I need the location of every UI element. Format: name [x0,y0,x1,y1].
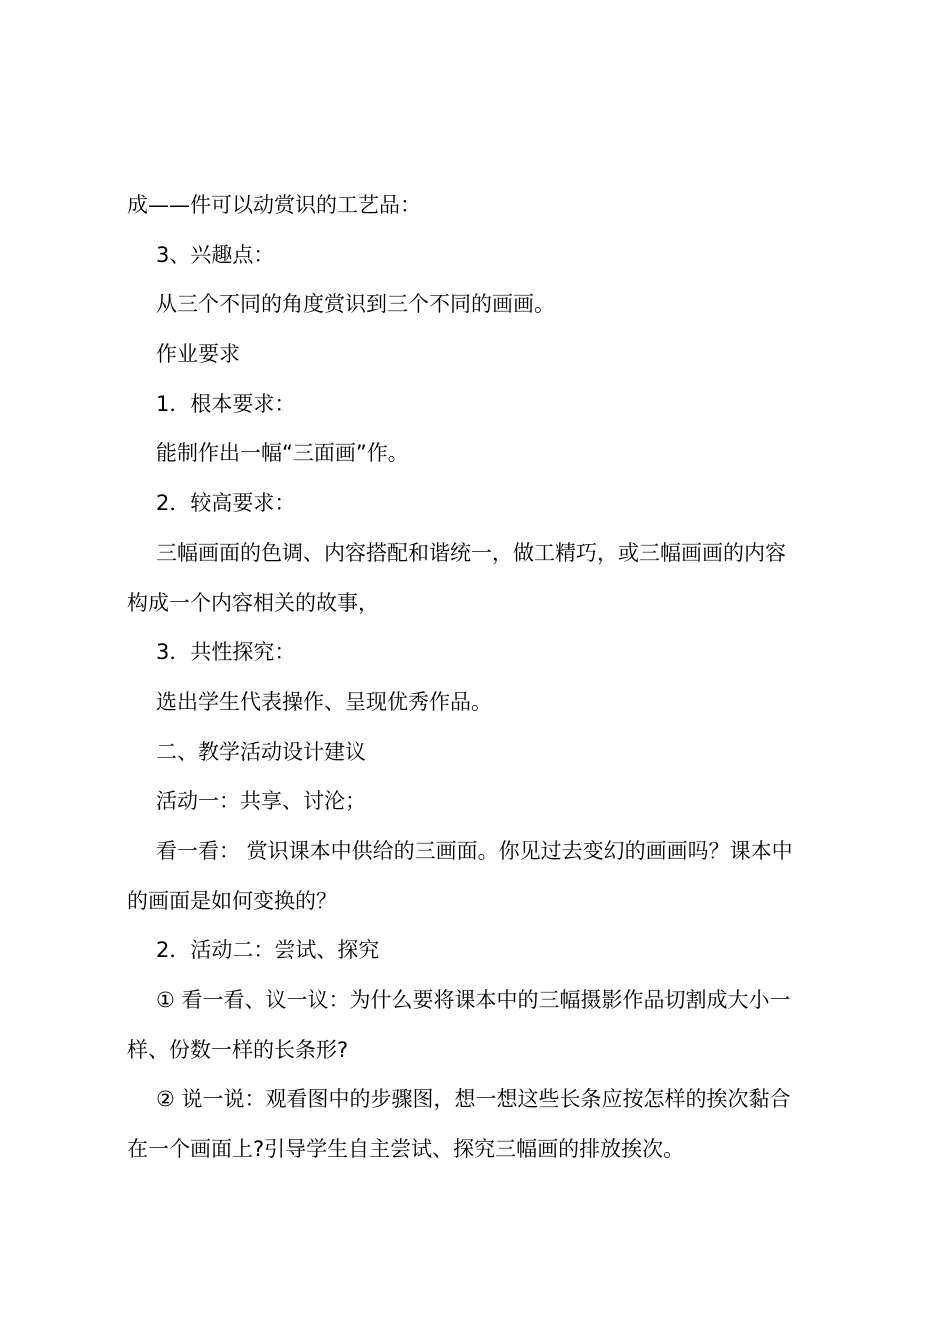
text-line-8: 三幅画面的色调、内容搭配和谐统一，做工精巧，或三幅画画的内容 [156,540,786,565]
section-heading-inquiry: 3．共性探究： [156,640,296,665]
text-line-3: 从三个不同的角度赏识到三个不同的画画。 [156,292,555,317]
section-heading-interest: 3、兴趣点： [156,242,275,267]
text-line-17: ① 看一看、议一议：为什么要将课本中的三幅摄影作品切割成大小一 [156,988,791,1012]
section-heading-activity-two: 2．活动二：尝试、探究 [156,938,380,963]
section-heading-higher-req: 2．较高要求： [156,491,296,516]
text-line-15: 的画面是如何变换的？ [127,888,337,913]
text-line-14: 看一看： 赏识课本中供给的三画面。你见过去变幻的画画吗？课本中 [156,838,793,863]
text-line-20: 在一个画面上?引导学生自主尝试、探究三幅画的排放挨次。 [127,1137,685,1162]
document-body [127,181,833,1175]
section-heading-basic-req: 1．根本要求： [156,391,296,416]
section-heading-homework: 作业要求 [156,342,240,367]
text-line-18: 样、份数一样的长条形? [127,1037,349,1062]
text-line-19: ② 说一说：观看图中的步骤图，想一想这些长条应按怎样的挨次黏合 [156,1087,791,1112]
text-line-9: 构成一个内容相关的故事， [127,590,379,615]
text-line-6: 能制作出一幅“三面画”作。 [156,441,409,466]
section-heading-activity-one: 活动一：共享、讨沦； [156,789,366,814]
section-heading-activity-design: 二、教学活动设计建议 [156,739,366,764]
text-line-11: 选出学生代表操作、呈现优秀作品。 [156,689,492,714]
text-line-1: 成——件可以动赏识的工艺品： [127,193,421,217]
